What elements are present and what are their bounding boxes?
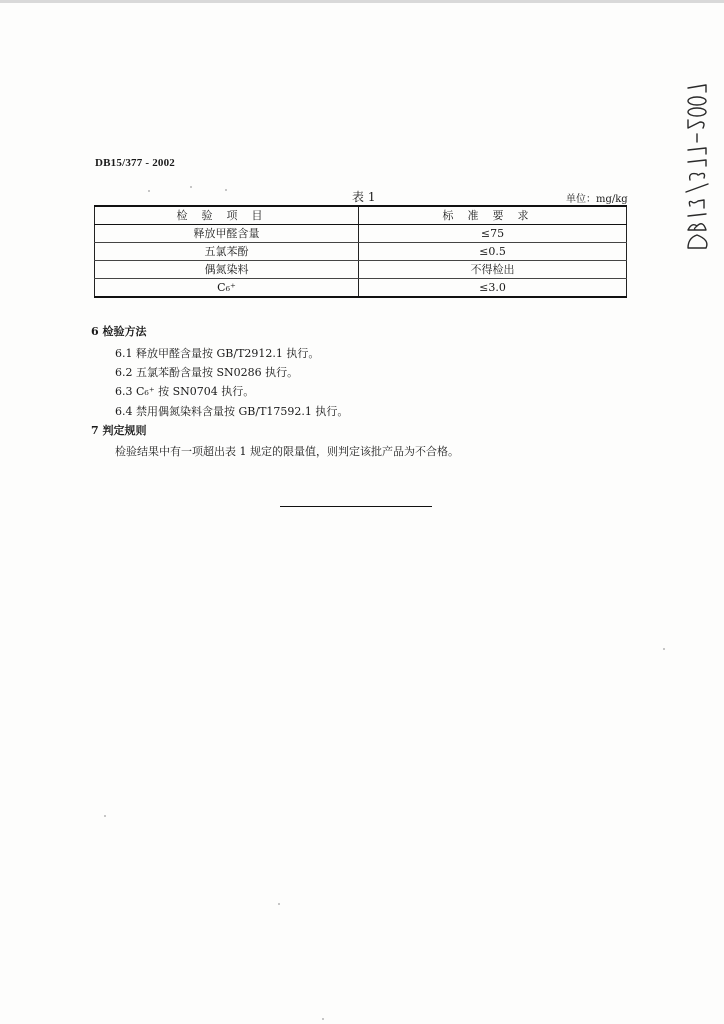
- standard-number: DB15/377 - 2002: [95, 157, 175, 169]
- scan-speck: [322, 1018, 324, 1020]
- table-cell-limit: ≤3.0: [359, 279, 627, 298]
- table-cell-item: 五氯苯酚: [95, 243, 359, 261]
- handwritten-annotation: [676, 80, 716, 250]
- table-header-row: [95, 206, 627, 225]
- table-row: [95, 225, 627, 243]
- clause-6-4: 6.4 禁用偶氮染料含量按 GB/T17592.1 执行。: [115, 405, 349, 418]
- table-cell-item: C₆⁺: [95, 279, 359, 298]
- handwritten-note-graphic: [676, 80, 716, 250]
- table-row: [95, 261, 627, 279]
- scan-speck: [663, 648, 665, 650]
- clause-6-2: 6.2 五氯苯酚含量按 SN0286 执行。: [115, 366, 299, 379]
- table-row: [95, 243, 627, 261]
- header-test-item: 检验项目: [95, 206, 359, 225]
- table-cell-limit: ≤0.5: [359, 243, 627, 261]
- clause-6-1: 6.1 释放甲醛含量按 GB/T2912.1 执行。: [115, 347, 320, 360]
- end-of-text-rule: [280, 506, 432, 507]
- section-7-heading: 7 判定规则: [91, 424, 147, 437]
- section-7-text: 检验结果中有一项超出表 1 规定的限量值，则判定该批产品为不合格。: [115, 445, 459, 458]
- table-cell-item: 偶氮染料: [95, 261, 359, 279]
- clause-6-3: 6.3 C₆⁺ 按 SN0704 执行。: [115, 385, 255, 398]
- header-standard-requirement: 标准要求: [359, 206, 627, 225]
- table-cell-limit: 不得检出: [359, 261, 627, 279]
- scan-speck: [104, 815, 106, 817]
- table-caption: 表 1: [352, 190, 376, 204]
- table-row: [95, 279, 627, 298]
- table-cell-limit: ≤75: [359, 225, 627, 243]
- scan-speck: [225, 189, 227, 191]
- unit-label: 单位：mg/kg: [566, 194, 628, 205]
- table-cell-item: 释放甲醛含量: [95, 225, 359, 243]
- scan-speck: [190, 186, 192, 188]
- scan-speck: [278, 903, 280, 905]
- limits-table: [94, 205, 627, 298]
- scan-top-edge: [0, 0, 724, 3]
- scan-speck: [148, 190, 150, 192]
- section-6-heading: 6 检验方法: [91, 325, 147, 338]
